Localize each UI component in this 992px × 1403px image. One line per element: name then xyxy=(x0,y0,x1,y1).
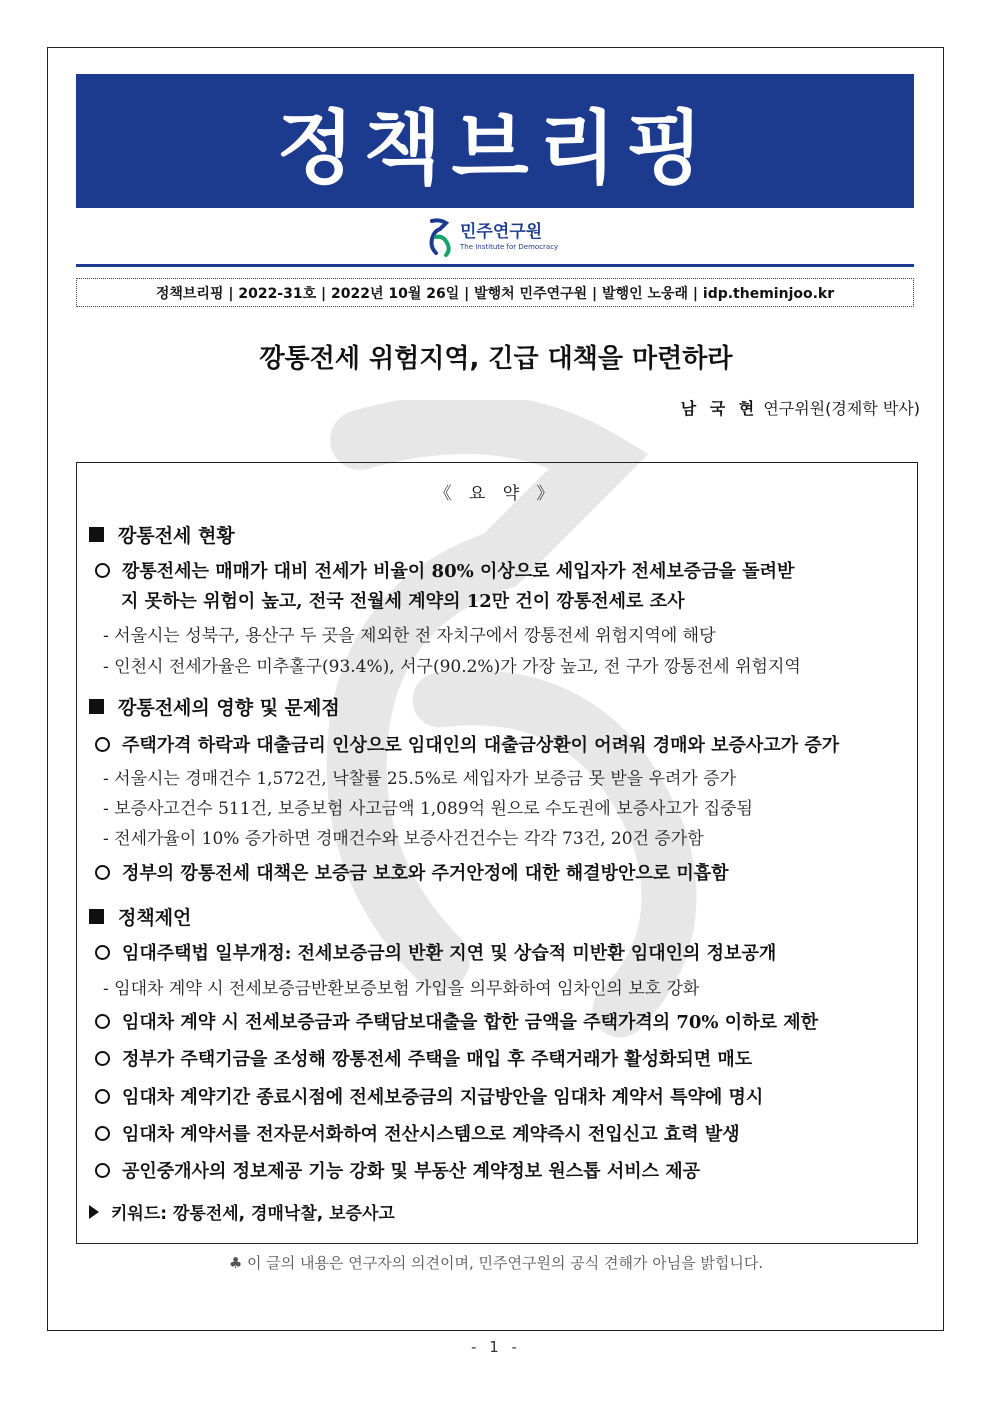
author-name: 남 국 현 xyxy=(680,399,759,418)
summary-point: 임대차 계약기간 종료시점에 전세보증금의 지급방안을 임대차 계약서 특약에 명시 xyxy=(95,1083,907,1113)
logo xyxy=(426,215,558,259)
summary-point: 임대차 계약 시 전세보증금과 주택담보대출을 합한 금액을 주택가격의 70% 이하로 제한 xyxy=(95,1008,907,1038)
circle-bullet-icon xyxy=(95,945,110,960)
summary-point: 정부의 깡통전세 대책은 보증금 보호와 주거안정에 대한 해결방안으로 미흡함 xyxy=(95,859,907,889)
section-heading: 깡통전세 현황 xyxy=(89,521,235,548)
summary-point: 정부가 주택기금을 조성해 깡통전세 주택을 매입 후 주택거래가 활성화되면 매도 xyxy=(95,1045,907,1075)
square-bullet-icon xyxy=(89,699,104,714)
author-line xyxy=(681,396,920,419)
summary-box xyxy=(76,462,918,1244)
square-bullet-icon xyxy=(89,909,104,924)
section-heading: 정책제언 xyxy=(89,903,191,930)
circle-bullet-icon xyxy=(95,737,110,752)
circle-bullet-icon xyxy=(95,1163,110,1178)
circle-bullet-icon xyxy=(95,1014,110,1029)
summary-point: 임대차 계약서를 전자문서화하여 전산시스템으로 계약즉시 전입신고 효력 발생 xyxy=(95,1120,907,1150)
triangle-bullet-icon xyxy=(89,1205,99,1219)
summary-subpoint: - 서울시는 경매건수 1,572건, 낙찰률 25.5%로 세입자가 보증금 못 받을 우려가 증가 xyxy=(103,769,737,789)
summary-subpoint: - 인천시 전세가율은 미추홀구(93.4%), 서구(90.2%)가 가장 높고, 전 구가 깡통전세 위험지역 xyxy=(103,657,801,677)
document-title: 깡통전세 위험지역, 긴급 대책을 마련하라 xyxy=(259,344,733,374)
summary-subpoint: - 보증사고건수 511건, 보증보험 사고금액 1,089억 원으로 수도권에 보증사고가 집중됨 xyxy=(103,799,753,819)
author-role: 연구위원(경제학 박사) xyxy=(763,399,920,418)
banner-title: 정책브리핑 xyxy=(276,101,714,195)
summary-heading: 《 요 약 》 xyxy=(434,484,560,504)
keywords-line: 키워드: 깡통전세, 경매낙찰, 보증사고 xyxy=(89,1199,395,1224)
page-number: - 1 - xyxy=(471,1338,521,1356)
section-heading: 깡통전세의 영향 및 문제점 xyxy=(89,693,340,720)
square-bullet-icon xyxy=(89,527,104,542)
logo-name: 민주연구원 xyxy=(460,222,543,242)
summary-subpoint: - 서울시는 성북구, 용산구 두 곳을 제외한 전 자치구에서 깡통전세 위험지역에 해당 xyxy=(103,626,716,646)
summary-point: 임대주택법 일부개정: 전세보증금의 반환 지연 및 상습적 미반환 임대인의 정보공개 xyxy=(95,939,907,969)
summary-point: 공인중개사의 정보제공 기능 강화 및 부동산 계약정보 원스톱 서비스 제공 xyxy=(95,1157,907,1187)
summary-subpoint: - 전세가율이 10% 증가하면 경매건수와 보증사건건수는 각각 73건, 20건 증가함 xyxy=(103,829,704,849)
circle-bullet-icon xyxy=(95,1089,110,1104)
disclaimer: ♣ 이 글의 내용은 연구자의 의견이며, 민주연구원의 공식 견해가 아님을 밝힙니다. xyxy=(228,1254,764,1272)
circle-bullet-icon xyxy=(95,1126,110,1141)
publication-info-text: 정책브리핑 | 2022-31호 | 2022년 10월 26일 | 발행처 민주연구원 | 발행인 노웅래 | idp.theminjoo.kr xyxy=(155,285,835,302)
summary-subpoint: - 임대차 계약 시 전세보증금반환보증보험 가입을 의무화하여 임차인의 보호 강화 xyxy=(103,979,700,999)
circle-bullet-icon xyxy=(95,865,110,880)
circle-bullet-icon xyxy=(95,1051,110,1066)
publication-info-bar xyxy=(76,278,914,307)
banner xyxy=(76,74,914,208)
logo-mark-icon xyxy=(426,217,454,257)
summary-point: 깡통전세는 매매가 대비 전세가 비율이 80% 이상으로 세입자가 전세보증금을 돌려받 지 못하는 위험이 높고, 전국 전월세 계약의 12만 건이 깡통전세로 조사 xyxy=(95,557,907,617)
logo-subtitle: The Institute for Democracy xyxy=(460,243,559,251)
header-divider xyxy=(76,264,914,267)
circle-bullet-icon xyxy=(95,563,110,578)
summary-point: 주택가격 하락과 대출금리 인상으로 임대인의 대출금상환이 어려워 경매와 보증사고가 증가 xyxy=(95,731,907,761)
